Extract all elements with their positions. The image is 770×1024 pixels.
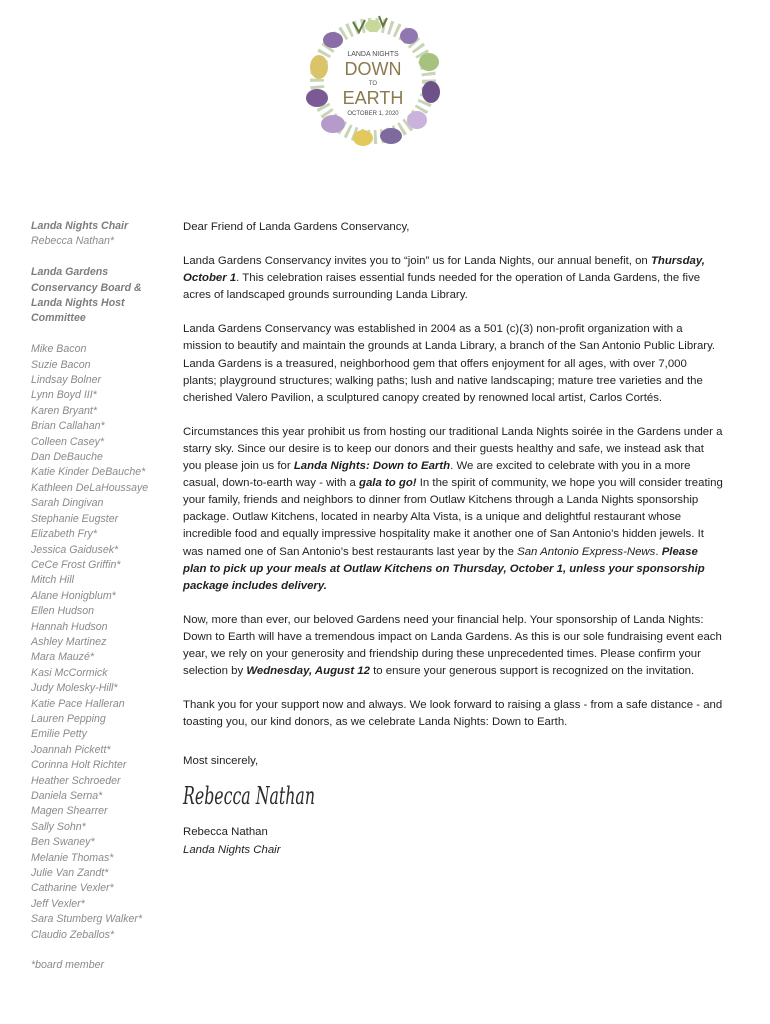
member-item: Magen Shearrer — [31, 805, 108, 818]
member-item: Hannah Hudson — [31, 620, 108, 633]
chair-heading: Landa Nights Chair — [31, 220, 129, 232]
member-item: Lynn Boyd III* — [31, 389, 97, 402]
member-item: Corinna Holt Richter — [31, 759, 127, 772]
p3-pickup-note: Please plan to pick up your meals at Outlaw Kitchens on Thursday, October 1, unless your sponsorship package includes delivery. — [183, 545, 705, 592]
member-item: Ben Swaney* — [31, 836, 95, 849]
chair-name: Rebecca Nathan* — [31, 235, 115, 248]
signer-name: Rebecca Nathan — [183, 826, 268, 839]
member-list — [31, 342, 171, 943]
member-item: Julie Van Zandt* — [31, 867, 109, 880]
p1-text-a: Landa Gardens Conservancy invites you to “join” us for Landa Nights, our annual benefit, on — [183, 255, 651, 268]
member-item: Daniela Serna* — [31, 790, 103, 802]
p4-deadline: Wednesday, August 12 — [246, 665, 370, 678]
p3-text-g: . — [655, 545, 662, 558]
member-item: CeCe Frost Griffin* — [31, 558, 121, 571]
member-item: Colleen Casey* — [31, 435, 105, 448]
member-item: Ashley Martinez — [31, 635, 107, 648]
p4-text-a: Now, more than ever, our beloved Gardens need your financial help. Your sponsorship of Landa Nights: Down to Earth will have a tremendous impact on Landa Gardens. As this is our sole fundraising event each year, we rely on your generosity and friendship during these unprecedented times. Please confirm your selection by — [183, 613, 722, 678]
committee-heading-line3: Landa Nights Host — [31, 297, 125, 310]
p3-text-a: Circumstances this year prohibit us from hosting our traditional Landa Nights soirée in the Gardens under a starry sky. Since our desire is to keep our donors and their guests healthy and safe, we instead ask that you please join us for — [183, 425, 723, 473]
p3-publication: San Antonio Express-News — [517, 545, 656, 558]
p3-gala: gala to go! — [359, 477, 417, 490]
member-item: Karen Bryant* — [31, 404, 97, 417]
member-item: Mike Bacon — [31, 343, 87, 356]
logo-date: OCTOBER 1, 2020 — [347, 111, 399, 117]
member-item: Suzie Bacon — [31, 358, 91, 371]
logo-line4: EARTH — [342, 88, 404, 108]
member-item: Joannah Pickett* — [31, 743, 111, 756]
member-item: Elizabeth Fry* — [31, 528, 97, 541]
board-member-footnote: *board member — [31, 959, 105, 972]
member-item: Stephanie Eugster — [31, 512, 119, 525]
signer-title: Landa Nights Chair — [183, 843, 281, 856]
p4-text-c: to ensure your generous support is recognized on the invitation. — [369, 665, 695, 678]
paragraph-3 — [183, 424, 723, 595]
paragraph-2: Landa Gardens Conservancy was established in 2004 as a 501 (c)(3) non-profit organization with a mission to beautify and maintain the grounds at Landa Library, a branch of the San Antonio Public Library. Landa Gardens is a treasured, neighborhood gem that offers enjoyment for all ages, with over 7,000 plants; playground structures; walking paths; lush and native landscaping; mature tree varieties and the cherished Valero Pavilion, a sculptured canopy created by renowned local artist, Carlos Cortés. — [183, 323, 716, 404]
member-item: Claudio Zeballos* — [31, 928, 115, 941]
signature — [183, 774, 323, 816]
paragraph-4 — [183, 612, 723, 680]
letter-body — [183, 219, 723, 859]
signature-script: Rebecca Nathan — [182, 782, 315, 811]
p3-text-e: In the spirit of community, we hope you will consider treating your family, friends and neighbors to dinner from Outlaw Kitchens through a Landa Nights sponsorship package. Outlaw Kitchens, located in nearby Alta Vista, is a unique and delightful restaurant whose incredible food and equally impressive hospitality make it another one of San Antonio’s hidden jewels. It was named one of San Antonio’s best restaurants last year by the — [183, 477, 723, 558]
p3-event-name: Landa Nights: Down to Earth — [293, 460, 451, 473]
member-item: Mitch Hill — [31, 574, 74, 587]
member-item: Sara Stumberg Walker* — [31, 913, 143, 926]
member-item: Brian Callahan* — [31, 420, 105, 433]
logo-line2: DOWN — [344, 59, 402, 79]
member-item: Ellen Hudson — [31, 605, 95, 618]
p3-text-c: . We are excited to celebrate with you in a more casual, down-to-earth way - with a — [183, 460, 691, 490]
member-item: Mara Mauzé* — [31, 651, 94, 664]
member-item: Lauren Pepping — [31, 712, 106, 725]
logo-line1: LANDA NIGHTS — [347, 51, 399, 58]
p1-text-c: . This celebration raises essential funds needed for the operation of Landa Gardens, the five acres of landscaped grounds surrounding Landa Library. — [183, 272, 701, 302]
member-item: Catharine Vexler* — [31, 882, 114, 895]
committee-heading-line2: Conservancy Board & — [31, 281, 142, 294]
member-item: Jessica Gaidusek* — [31, 543, 119, 556]
member-item: Judy Molesky-Hill* — [31, 682, 118, 695]
member-item: Jeff Vexler* — [31, 897, 85, 910]
committee-heading-line4: Committee — [31, 312, 86, 325]
member-item: Katie Pace Halleran — [31, 697, 125, 710]
member-item: Katie Kinder DeBauche* — [31, 466, 146, 479]
member-item: Lindsay Bolner — [31, 374, 102, 387]
committee-heading-line1: Landa Gardens — [31, 266, 109, 279]
member-item: Alane Honigblum* — [31, 589, 116, 602]
member-item: Dan DeBauche — [31, 451, 103, 464]
salutation: Dear Friend of Landa Gardens Conservancy, — [183, 221, 410, 233]
member-item: Sarah Dingivan — [31, 497, 104, 510]
member-item: Heather Schroeder — [31, 774, 121, 787]
logo-line3: TO — [368, 81, 378, 87]
member-item: Kasi McCormick — [31, 666, 108, 679]
member-item: Kathleen DeLaHoussaye — [31, 481, 149, 494]
member-item: Melanie Thomas* — [31, 851, 114, 864]
closing: Most sincerely, — [183, 755, 259, 768]
event-logo — [283, 12, 463, 150]
member-item: Sally Sohn* — [31, 820, 86, 833]
member-item: Emilie Petty — [31, 728, 87, 741]
paragraph-5: Thank you for your support now and always. We look forward to raising a glass - from a safe distance - and toasting you, our kind donors, as we celebrate Landa Nights: Down to Earth. — [183, 699, 723, 729]
committee-sidebar — [31, 219, 171, 973]
p1-date: Thursday, October 1 — [183, 255, 705, 285]
paragraph-1 — [183, 253, 723, 304]
